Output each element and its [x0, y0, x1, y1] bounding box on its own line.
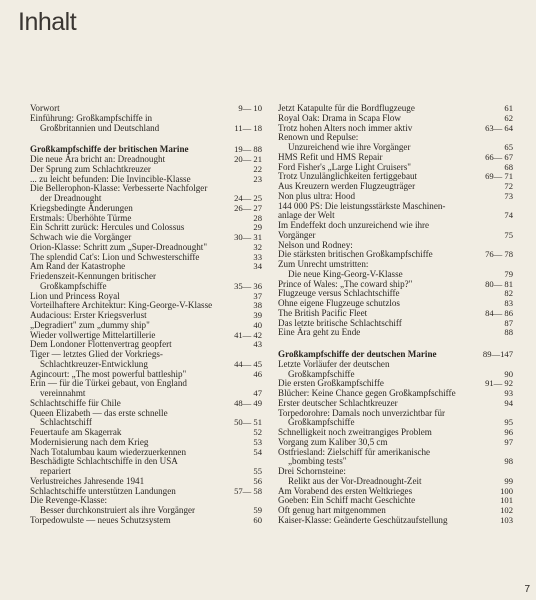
toc-page-range: 50— 51	[234, 417, 262, 428]
toc-page-range: 20— 21	[234, 154, 262, 164]
toc-entry-text: Drei Schornsteine:	[278, 466, 346, 476]
toc-entry-text: The splendid Cat's: Lion und Schwesterschiffe	[30, 251, 200, 262]
toc-entry-text: Eine Ära geht zu Ende	[278, 327, 361, 338]
toc-column-right	[278, 104, 513, 526]
toc-entry-text: Ein Schritt zurück: Hercules und Colossus	[30, 222, 185, 233]
toc-page-range: 41— 42	[234, 329, 262, 340]
toc-entry-text: „bombing tests"	[288, 456, 347, 467]
toc-entry-text: Tiger — letztes Glied der Vorkriegs-	[30, 349, 163, 359]
toc-page-range: 74	[504, 210, 513, 221]
toc-page-range: 29	[253, 222, 262, 233]
toc-page-range: 40	[253, 319, 262, 330]
toc-page-range: 34	[253, 261, 262, 272]
toc-entry-text: Trotz hohen Alters noch immer aktiv	[278, 122, 413, 133]
toc-entry-text: Die neue King-Georg-V-Klasse	[288, 268, 403, 279]
toc-entry-text: Goeben: Ein Schiff macht Geschichte	[278, 495, 416, 506]
toc-page-range: 11— 18	[234, 122, 262, 133]
toc-page-range: 62	[504, 112, 513, 123]
toc-entry	[278, 221, 513, 241]
toc-page-range: 55	[253, 466, 262, 476]
toc-page-range: 30— 31	[234, 232, 262, 242]
page-number: 7	[524, 584, 530, 595]
toc-page-range: 48— 49	[234, 397, 262, 408]
toc-page-range: 60	[253, 514, 262, 525]
toc-entry-text: Prince of Wales: „The coward ship?"	[278, 278, 413, 289]
toc-entry-text: Großkampfschiffe	[288, 417, 355, 428]
toc-entry	[278, 360, 513, 380]
toc-page-range: 101	[500, 495, 513, 506]
toc-entry-text: Ohne eigene Flugzeuge schutzlos	[278, 298, 400, 308]
toc-entry	[278, 328, 513, 338]
toc-page-range: 95	[504, 417, 513, 428]
toc-entry-text: Nach Totalumbau kaum wiederzuerkennen	[30, 446, 187, 457]
toc-page-range: 59	[253, 505, 262, 515]
toc-entry-text: 144 000 PS: Die leistungsstärkste Maschinen-	[278, 200, 446, 211]
toc-page-range: 73	[504, 190, 513, 201]
toc-entry-text: Oft genug hart mitgenommen	[278, 505, 386, 515]
toc-entry-text: Das letzte britische Schlachtschiff	[278, 317, 402, 328]
toc-page-range: 22	[253, 163, 262, 174]
toc-entry-text: Am Rand der Katastrophe	[30, 261, 126, 272]
toc-page-range: 33	[253, 251, 262, 262]
toc-page-range: 84— 86	[485, 307, 513, 318]
toc-page-range: 90	[504, 368, 513, 379]
toc-entry-text: Torpedowulste — neues Schutzsystem	[30, 514, 171, 525]
toc-page-range: 39	[253, 310, 262, 320]
toc-entry-text: Großkampfschiffe der britischen Marine	[30, 144, 189, 155]
toc-entry-text: Non plus ultra: Hood	[278, 190, 356, 201]
toc-page-range: 47	[253, 388, 262, 398]
toc-entry	[278, 133, 513, 153]
toc-entry-text: Letzte Vorläufer der deutschen	[278, 358, 390, 369]
toc-entry-text: ... zu leicht befunden: Die Invincible-Klasse	[30, 173, 191, 184]
toc-page-range: 72	[504, 181, 513, 191]
toc-entry-text: HMS Refit und HMS Repair	[278, 151, 383, 162]
toc-entry-text: Vorteilhaftere Architektur: King-George-V-Klasse	[30, 300, 213, 311]
toc-entry	[278, 516, 513, 526]
toc-page-range: 57— 58	[234, 485, 262, 496]
toc-entry-text: Schlachtschiffe für Chile	[30, 397, 121, 408]
toc-page-range: 99	[504, 475, 513, 486]
toc-entry-text: Vorgänger	[278, 229, 316, 240]
toc-entry-text: The British Pacific Fleet	[278, 307, 368, 318]
toc-page-range: 83	[504, 298, 513, 308]
toc-page-range: 66— 67	[485, 151, 513, 162]
toc-entry-text: Jetzt Katapulte für die Bordflugzeuge	[278, 103, 415, 113]
toc-page-range: 88	[504, 327, 513, 338]
toc-page-range: 79	[504, 268, 513, 279]
toc-entry-text: Kaiser-Klasse: Geänderte Geschützaufstellung	[278, 514, 448, 525]
toc-entry-text: Die Bellerophon-Klasse: Verbesserte Nachfolger	[30, 183, 208, 194]
toc-page-range: 26— 27	[234, 202, 262, 213]
toc-entry-text: Großkampfschiffe	[288, 368, 355, 379]
toc-page-range: 98	[504, 456, 513, 467]
toc-entry-text: Dem Londoner Flottenvertrag geopfert	[30, 339, 172, 350]
toc-entry	[278, 448, 513, 468]
toc-entry	[30, 114, 262, 134]
toc-entry-text: Audacious: Erster Kriegsverlust	[30, 310, 147, 320]
toc-entry-text: Relikt aus der Vor-Dreadnought-Zeit	[288, 475, 422, 486]
toc-page-range: 96	[504, 427, 513, 437]
toc-entry-text: Vorgang zum Kaliber 30,5 cm	[278, 436, 388, 447]
toc-page-range: 69— 71	[485, 171, 513, 182]
toc-entry-text: anlage der Welt	[278, 210, 335, 221]
toc-entry	[278, 409, 513, 429]
toc-entry-text: Modernisierung nach dem Krieg	[30, 436, 149, 447]
toc-page-range: 68	[504, 161, 513, 172]
toc-page-range: 52	[253, 427, 262, 437]
toc-entry-text: Renown und Repulse:	[278, 132, 359, 143]
toc-page-range: 54	[253, 446, 262, 457]
toc-entry	[278, 467, 513, 487]
toc-entry-text: Queen Elizabeth — das erste schnelle	[30, 407, 168, 418]
toc-page-range: 76— 78	[485, 249, 513, 260]
toc-page-range: 44— 45	[234, 358, 262, 369]
toc-entry-text: Ford Fisher's „Large Light Cruisers"	[278, 161, 411, 172]
toc-entry-text: Erster deutscher Schlachtkreuzer	[278, 397, 398, 408]
toc-page-range: 35— 36	[234, 280, 262, 291]
toc-entry	[30, 457, 262, 477]
toc-entry-text: Feuertaufe am Skagerrak	[30, 427, 122, 437]
toc-entry-text: Der Sprung zum Schlachtkreuzer	[30, 163, 151, 174]
toc-page-range: 97	[504, 436, 513, 447]
toc-page-range: 100	[500, 485, 513, 496]
toc-page-range: 82	[504, 288, 513, 299]
toc-entry-text: Schlachtkreuzer-Entwicklung	[40, 358, 148, 369]
toc-entry-text: Orion-Klasse: Schritt zum „Super-Dreadnought"	[30, 241, 208, 252]
toc-entry-text: Friedenszeit-Kennungen britischer	[30, 271, 157, 281]
toc-page-range: 103	[500, 514, 513, 525]
toc-entry-text: der Dreadnought	[40, 193, 102, 203]
toc-entry-text: Schwach wie die Vorgänger	[30, 232, 132, 242]
toc-entry-text: Agincourt: „The most powerful battleship"	[30, 368, 187, 379]
toc-page-range: 80— 81	[485, 278, 513, 289]
toc-entry-text: Trotz Unzulänglichkeiten fertiggebaut	[278, 171, 418, 182]
toc-entry	[278, 202, 513, 222]
toc-entry	[30, 272, 262, 292]
toc-entry-text: Schnelligkeit noch zweitrangiges Problem	[278, 427, 432, 437]
toc-entry-text: vereinnahmt	[40, 388, 86, 398]
toc-page-range: 37	[253, 290, 262, 301]
toc-entry-text: Schlachtschiff	[40, 417, 92, 428]
toc-page-range: 87	[504, 317, 513, 328]
toc-entry	[30, 184, 262, 204]
toc-column-left	[30, 104, 262, 526]
toc-page-range: 28	[253, 212, 262, 223]
toc-entry-text: repariert	[40, 466, 71, 476]
toc-entry-text: Ostfriesland: Zielschiff für amerikanische	[278, 446, 431, 457]
toc-entry	[30, 516, 262, 526]
toc-entry-text: Besser durchkonstruiert als ihre Vorgänger	[40, 505, 196, 515]
toc-page-range: 24— 25	[234, 193, 262, 203]
toc-entry-text: Blücher: Keine Chance gegen Großkampfschiffe	[278, 388, 456, 398]
toc-entry	[30, 379, 262, 399]
toc-page-range: 94	[504, 397, 513, 408]
toc-page-range: 75	[504, 229, 513, 240]
toc-page-range: 63— 64	[485, 122, 513, 133]
toc-entry-text: Am Vorabend des ersten Weltkrieges	[278, 485, 413, 496]
toc-entry-text: Die Revenge-Klasse:	[30, 495, 108, 506]
toc-entry-text: Aus Kreuzern werden Flugzeugträger	[278, 181, 416, 191]
toc-page-range: 9— 10	[238, 103, 262, 113]
toc-entry-text: „Degradiert" zum „dummy ship"	[30, 319, 150, 330]
toc-entry-text: Die neue Ära bricht an: Dreadnought	[30, 154, 166, 164]
toc-entry-text: Beschädigte Schlachtschiffe in den USA	[30, 456, 178, 467]
page-title: Inhalt	[18, 8, 77, 36]
toc-entry-text: Einführung: Großkampfschiffe in	[30, 112, 153, 123]
toc-entry-text: Torpedorohre: Damals noch unverzichtbar für	[278, 407, 446, 418]
toc-entry	[30, 350, 262, 370]
toc-entry-text: Großkampfschiffe der deutschen Marine	[278, 349, 437, 359]
toc-page-range: 65	[504, 142, 513, 152]
toc-entry	[30, 496, 262, 516]
toc-page-range: 43	[253, 339, 262, 350]
toc-entry-text: Unzureichend wie ihre Vorgänger	[288, 142, 411, 152]
toc-page-range: 91— 92	[485, 378, 513, 389]
toc-entry-text: Kriegsbedingte Änderungen	[30, 202, 133, 213]
toc-page-range: 93	[504, 388, 513, 398]
toc-entry-text: Vorwort	[30, 103, 60, 113]
toc-entry-text: Im Endeffekt doch unzureichend wie ihre	[278, 220, 430, 230]
toc-entry-text: Großkampfschiffe	[40, 280, 107, 291]
toc-entry-text: Lion und Princess Royal	[30, 290, 120, 301]
toc-entry-text: Flugzeuge versus Schlachtschiffe	[278, 288, 400, 299]
toc-page-range: 32	[253, 241, 262, 252]
toc-entry-text: Die stärksten britischen Großkampfschiffe	[278, 249, 433, 260]
toc-page-range: 56	[253, 475, 262, 486]
toc-page-range: 46	[253, 368, 262, 379]
toc-page-range: 19— 88	[234, 144, 262, 155]
toc-page-range: 61	[504, 103, 513, 113]
toc-page-range: 53	[253, 436, 262, 447]
toc-entry-text: Zum Unrecht umstritten:	[278, 259, 369, 269]
toc-entry-text: Großbritannien und Deutschland	[40, 122, 160, 133]
toc-entry	[30, 409, 262, 429]
toc-entry-text: Erin — für die Türkei gebaut, von England	[30, 378, 187, 389]
toc-entry-text: Royal Oak: Drama in Scapa Flow	[278, 112, 401, 123]
toc-page-range: 23	[253, 173, 262, 184]
toc-page-range: 89—147	[482, 349, 513, 359]
toc-entry-text: Schlachtschiffe unterstützen Landungen	[30, 485, 176, 496]
toc-entry-text: Die ersten Großkampfschiffe	[278, 378, 384, 389]
toc-entry	[278, 241, 513, 261]
toc-entry-text: Verlustreiches Jahresende 1941	[30, 475, 145, 486]
toc-entry-text: Wieder vollwertige Mittelartillerie	[30, 329, 156, 340]
toc-entry	[278, 260, 513, 280]
toc-page-range: 38	[253, 300, 262, 311]
toc-page-range: 102	[500, 505, 513, 515]
toc-entry-text: Erstmals: Überhöhte Türme	[30, 212, 132, 223]
toc-entry-text: Nelson und Rodney:	[278, 239, 353, 250]
